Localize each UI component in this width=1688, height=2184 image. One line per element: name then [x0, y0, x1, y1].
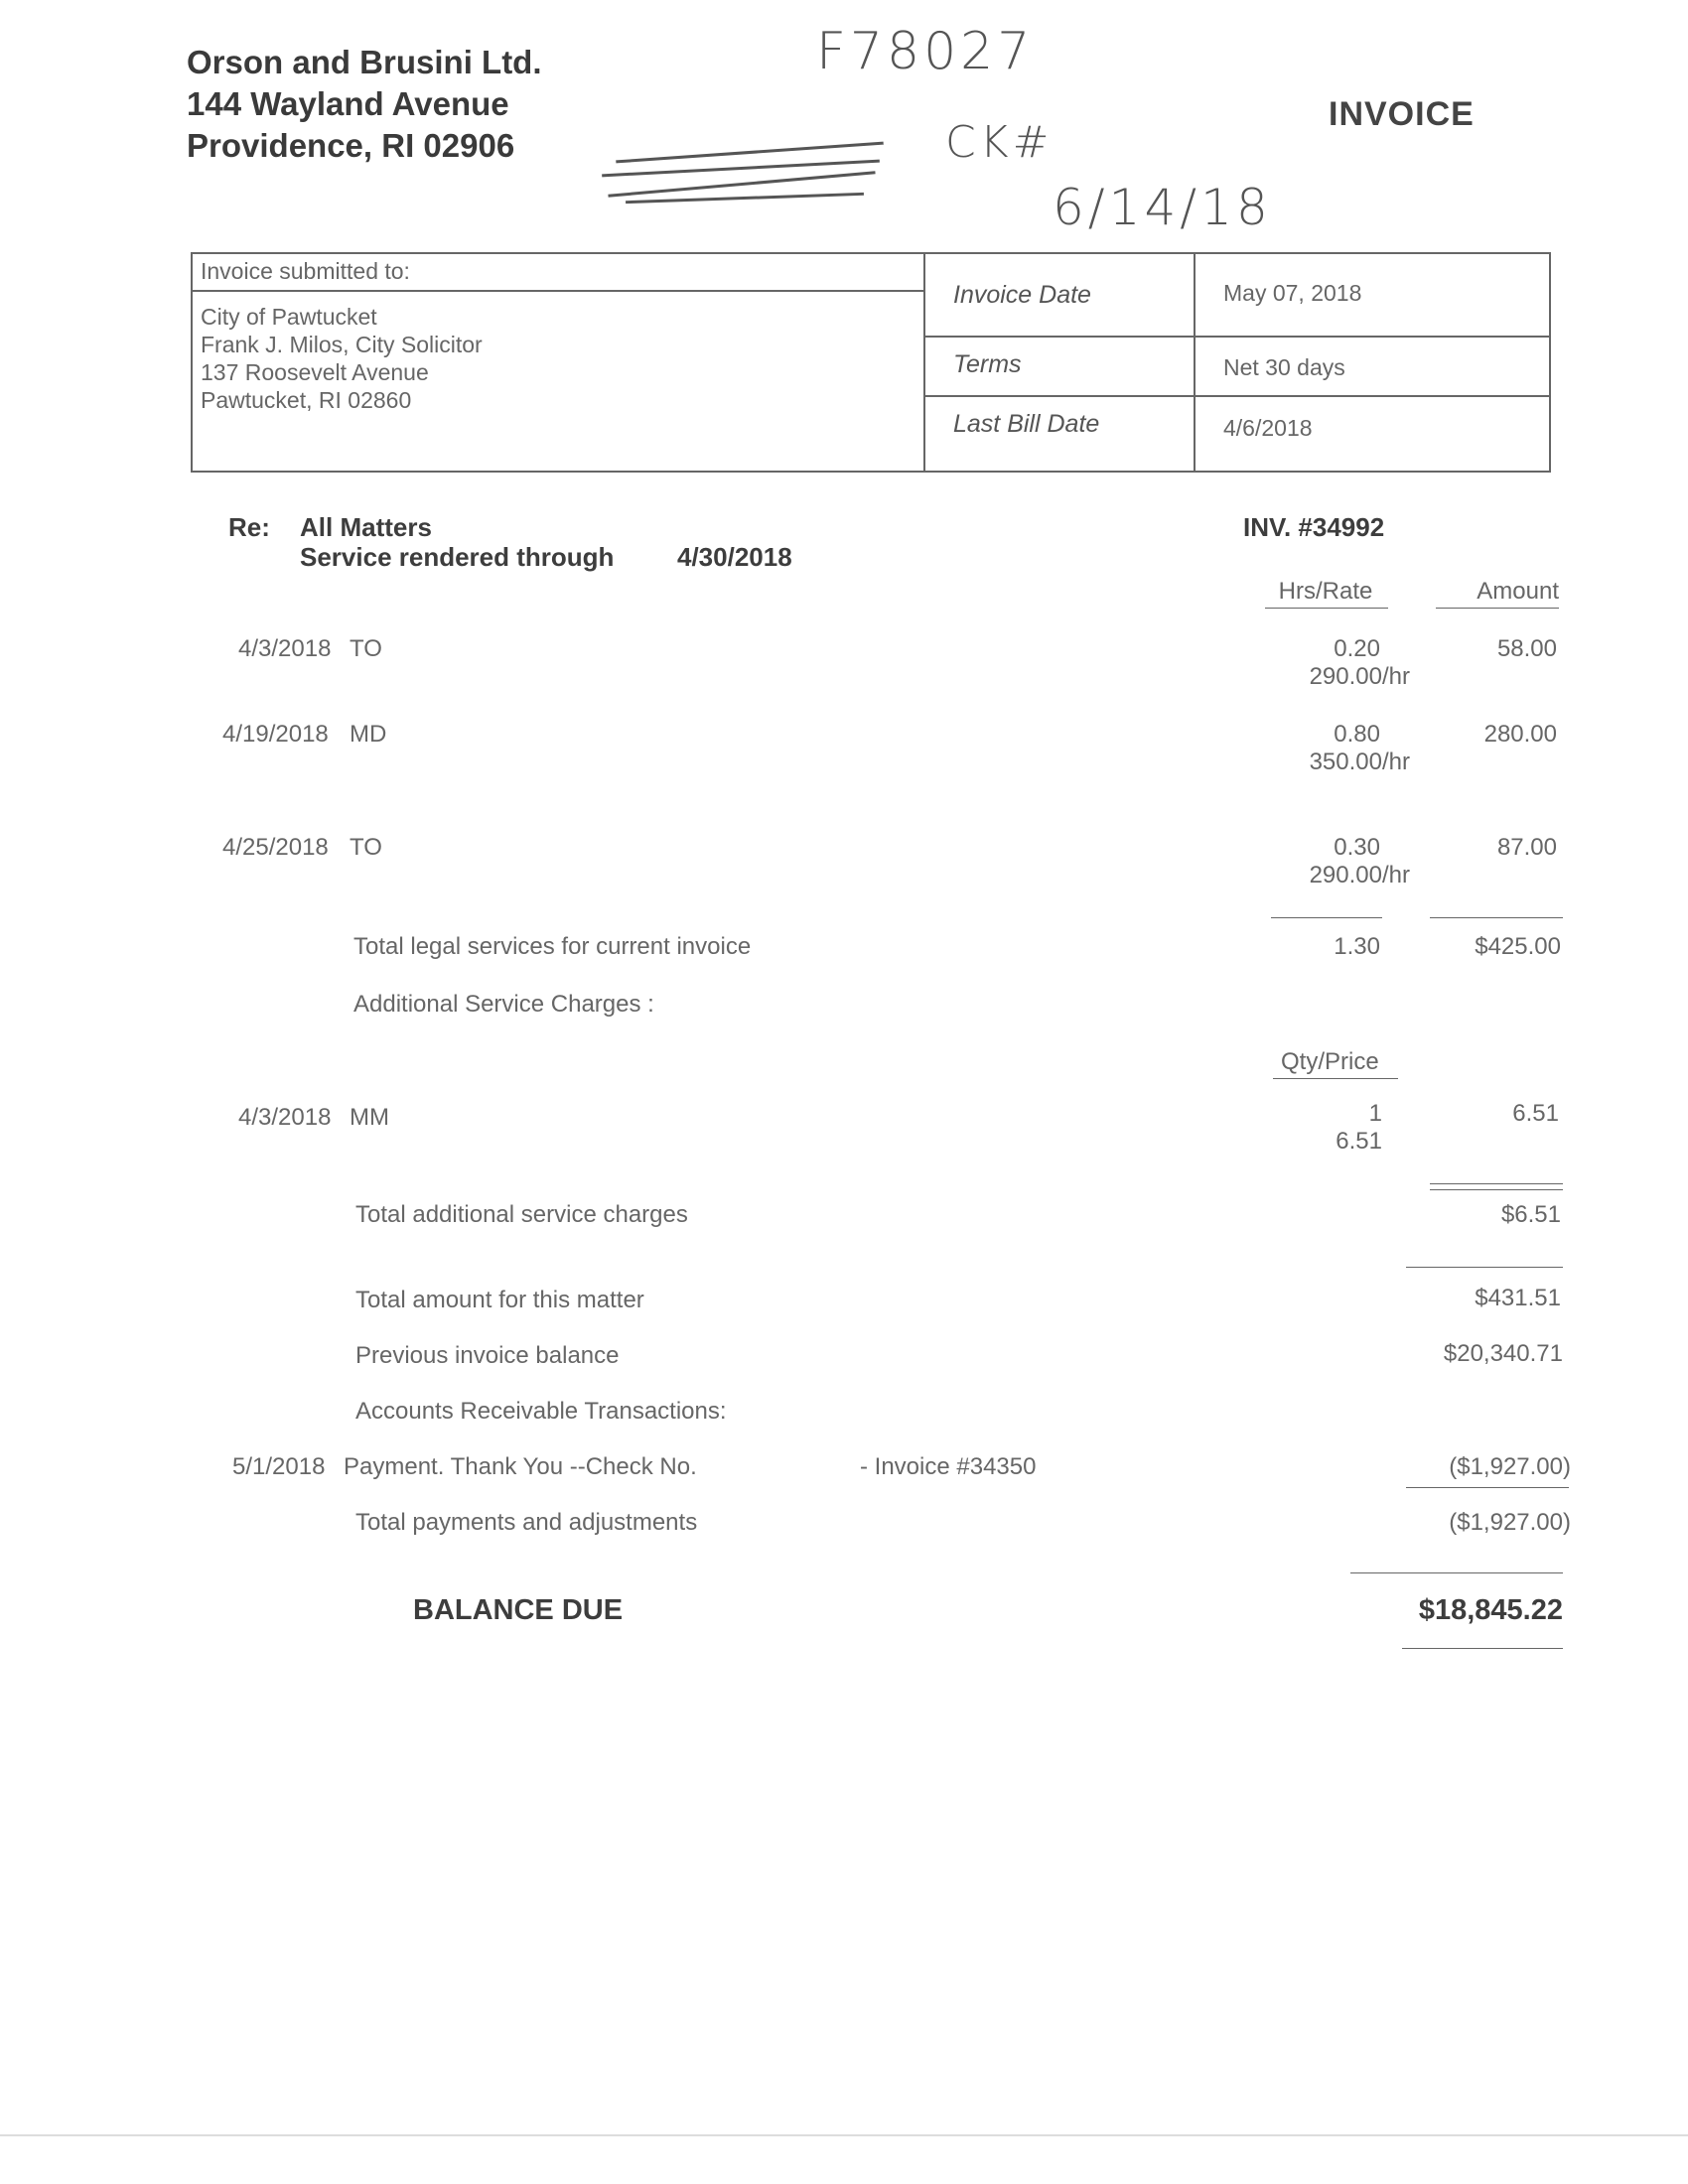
hrs-rate-header: Hrs/Rate [1278, 578, 1373, 605]
service-initials: TO [350, 635, 382, 662]
terms-label: Terms [953, 350, 1022, 378]
service-rate: 290.00/hr [1309, 862, 1410, 888]
payment-invoice-reference: - Invoice #34350 [860, 1453, 1037, 1480]
service-initials: MD [350, 721, 387, 748]
scribble-mark-4 [626, 193, 864, 204]
firm-city: Providence, RI 02906 [187, 127, 515, 164]
service-amount: 87.00 [1496, 834, 1557, 861]
additional-total-double-rule [1430, 1183, 1563, 1184]
recipient-line-3: 137 Roosevelt Avenue [201, 359, 429, 385]
invoice-number: INV. #34992 [1243, 512, 1385, 542]
payments-total-amount: ($1,927.00) [1449, 1509, 1571, 1536]
info-row-divider-1 [923, 336, 1551, 338]
firm-street: 144 Wayland Avenue [187, 85, 509, 122]
last-bill-date-label: Last Bill Date [953, 410, 1100, 438]
charge-price: 6.51 [1336, 1128, 1382, 1155]
service-rendered-label: Service rendered through [300, 542, 615, 572]
re-matter: All Matters [300, 512, 432, 542]
previous-balance-amount: $20,340.71 [1443, 1340, 1563, 1367]
service-initials: TO [350, 834, 382, 861]
qty-price-header: Qty/Price [1281, 1048, 1379, 1075]
legal-services-total-label: Total legal services for current invoice [353, 933, 752, 960]
service-amount: 58.00 [1496, 635, 1557, 662]
handwritten-file-number: F78027 [816, 22, 1035, 81]
additional-charges-label: Additional Service Charges : [353, 991, 654, 1018]
matter-total-rule [1406, 1267, 1563, 1268]
legal-services-total-amount: $425.00 [1475, 933, 1561, 960]
payments-rule [1406, 1487, 1569, 1488]
matter-total-label: Total amount for this matter [355, 1287, 644, 1313]
firm-name: Orson and Brusini Ltd. [187, 44, 542, 80]
charge-qty: 1 [1368, 1100, 1382, 1127]
recipient-line-4: Pawtucket, RI 02860 [201, 387, 412, 413]
service-hours: 0.20 [1334, 635, 1380, 662]
service-date: 4/3/2018 [238, 635, 332, 662]
payment-date: 5/1/2018 [232, 1453, 326, 1480]
balance-bottom-rule [1402, 1648, 1563, 1649]
amount-total-rule [1430, 917, 1563, 918]
service-rate: 290.00/hr [1309, 663, 1410, 690]
additional-total-amount: $6.51 [1500, 1201, 1561, 1228]
charge-initials: MM [350, 1104, 389, 1131]
invoice-date-value: May 07, 2018 [1223, 280, 1362, 306]
service-date: 4/25/2018 [222, 834, 329, 861]
terms-value: Net 30 days [1223, 354, 1345, 380]
additional-total-label: Total additional service charges [355, 1201, 688, 1228]
page-bottom-edge [0, 2134, 1688, 2136]
balance-due-label: BALANCE DUE [413, 1594, 624, 1626]
service-rate: 350.00/hr [1309, 749, 1410, 775]
scribble-mark [616, 142, 884, 164]
balance-top-rule [1350, 1572, 1563, 1573]
qty-price-underline [1273, 1078, 1398, 1079]
last-bill-date-value: 4/6/2018 [1223, 415, 1313, 441]
additional-total-double-rule-2 [1430, 1189, 1563, 1190]
re-prefix: Re: [228, 512, 270, 542]
document-title: INVOICE [1329, 95, 1475, 133]
handwritten-date: 6/14/18 [1053, 179, 1272, 236]
matter-total-amount: $431.51 [1475, 1285, 1561, 1311]
legal-services-total-hours: 1.30 [1334, 933, 1380, 960]
payment-amount: ($1,927.00) [1449, 1453, 1571, 1480]
service-hours: 0.80 [1334, 721, 1380, 748]
payment-description: Payment. Thank You --Check No. [344, 1453, 697, 1480]
amount-header: Amount [1477, 578, 1559, 605]
hours-total-rule [1271, 917, 1382, 918]
recipient-line-1: City of Pawtucket [201, 304, 377, 330]
recipient-label-divider [191, 290, 923, 292]
payments-total-label: Total payments and adjustments [355, 1509, 698, 1536]
previous-balance-label: Previous invoice balance [355, 1342, 620, 1369]
charge-date: 4/3/2018 [238, 1104, 332, 1131]
charge-amount: 6.51 [1512, 1100, 1559, 1127]
service-amount: 280.00 [1483, 721, 1557, 748]
box-vertical-divider [923, 252, 925, 473]
invoice-date-label: Invoice Date [953, 281, 1091, 309]
ar-transactions-label: Accounts Receivable Transactions: [355, 1398, 727, 1425]
info-vertical-divider [1194, 252, 1196, 473]
amount-underline [1436, 608, 1559, 609]
hrs-rate-underline [1265, 608, 1388, 609]
recipient-line-2: Frank J. Milos, City Solicitor [201, 332, 483, 357]
info-row-divider-2 [923, 395, 1551, 397]
handwritten-ck: CK# [945, 117, 1054, 168]
service-through-date: 4/30/2018 [677, 542, 792, 572]
recipient-label: Invoice submitted to: [201, 258, 410, 284]
service-date: 4/19/2018 [222, 721, 329, 748]
balance-due-amount: $18,845.22 [1418, 1594, 1563, 1626]
service-hours: 0.30 [1334, 834, 1380, 861]
